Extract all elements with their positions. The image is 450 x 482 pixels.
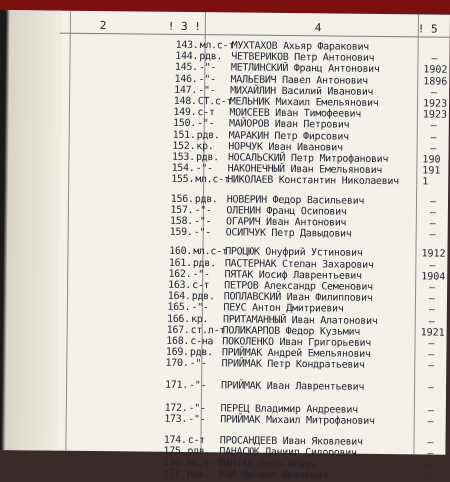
record-number: 143.	[175, 39, 199, 52]
column-header-5: ! 5	[417, 22, 438, 36]
record-dash: –	[429, 282, 436, 294]
record-dash: –	[431, 87, 438, 99]
record-rank: -"-	[188, 402, 206, 414]
record-name: НОСАЛЬСКИЙ Петр Митрофанович	[227, 152, 389, 166]
record-name: ОЛЕНИН Франц Осипович	[226, 205, 347, 218]
record-number: 144.	[175, 51, 199, 63]
record-number: 177.	[162, 468, 186, 480]
record-dash: –	[427, 460, 434, 472]
record-dash: –	[429, 260, 436, 272]
record-number: 157.	[170, 204, 194, 216]
record-name: ЧЕТВЕРИКОВ Петр Антонович	[231, 51, 375, 65]
record-year: 1912	[421, 248, 446, 261]
record-rank: кр.	[190, 313, 209, 325]
list-item	[165, 379, 364, 392]
record-rank: с-т	[197, 107, 215, 119]
record-name: ПЕРЕЦ Владимир Андреевич	[220, 403, 358, 416]
column-rule	[65, 11, 71, 451]
record-name: ОГАРИЧ Иван Антонович	[225, 216, 347, 229]
record-number: 175.	[163, 446, 187, 458]
record-rank: -"-	[194, 204, 212, 217]
record-dash: –	[427, 448, 434, 460]
record-number: 172.	[164, 402, 188, 414]
record-number: 161.	[168, 257, 192, 269]
record-rank: с-т	[187, 435, 205, 447]
record-year: 1902	[423, 64, 448, 77]
record-number: 150.	[173, 118, 197, 130]
record-dash: –	[429, 196, 437, 208]
record-dash: –	[428, 360, 435, 372]
record-rank: -"-	[195, 163, 213, 175]
record-rank: рдв.	[194, 193, 218, 205]
record-name: НОРЧУК Иван Иванович	[228, 141, 343, 154]
record-rank: -"-	[192, 268, 210, 281]
record-dash: –	[430, 132, 437, 144]
record-name: МАЙОРОВ Иван Петрович	[229, 118, 350, 132]
record-name: ПАНТАК Петр Ильич	[218, 457, 317, 470]
record-rank: мл.с-т	[195, 174, 230, 186]
record-rank: -"-	[193, 216, 212, 228]
record-number: 163.	[168, 279, 192, 292]
record-number: 167.	[166, 324, 190, 336]
record-rank: -"-	[189, 379, 207, 391]
record-rank: -"-	[193, 227, 211, 239]
record-rank: рдв.	[191, 291, 215, 303]
record-rank: -"-	[198, 84, 216, 97]
record-rank: СТ.с-т	[197, 96, 233, 108]
record-number: 146.	[174, 73, 198, 85]
list-item	[165, 358, 364, 371]
record-year: 1923	[422, 98, 448, 110]
list-item	[171, 174, 399, 187]
record-dash: –	[427, 416, 434, 428]
record-number: 147.	[174, 84, 198, 96]
record-number: 173.	[164, 413, 188, 425]
column-header-4: 4	[314, 21, 322, 35]
record-dash: –	[427, 437, 434, 449]
record-year: 1	[422, 176, 429, 188]
record-dash: –	[431, 53, 438, 65]
record-number: 155.	[171, 174, 195, 186]
record-name: ПОЛИКАРПОВ Федор Кузьмич	[222, 325, 361, 338]
record-rank: рдв.	[192, 257, 216, 269]
ledger-page	[0, 10, 450, 482]
record-rank: рдв.	[189, 347, 213, 359]
record-rank: -"-	[198, 73, 216, 85]
record-name: ПАНАСЮК Даниил Сидорович	[219, 446, 357, 460]
record-rank: рдв.	[199, 51, 223, 63]
record-rank: -"-	[188, 413, 206, 426]
record-number: 174.	[163, 434, 187, 447]
record-rank: рдв.	[187, 446, 211, 458]
record-rank: -"-	[197, 118, 215, 130]
header-rule	[60, 33, 450, 38]
record-rank: ст.л-т	[190, 324, 226, 337]
record-name: ПРИЙМАК Андрей Емельянович	[221, 347, 371, 361]
record-number: 170.	[165, 358, 189, 370]
record-name: ОСИПЧУК Петр Давыдович	[225, 227, 352, 240]
record-name: ПРИЙМАК Михаил Митрофанович	[220, 414, 375, 427]
record-number: 151.	[172, 129, 196, 141]
record-number: 154.	[171, 162, 195, 175]
record-name: МАРАКИН Петр Фирсович	[228, 129, 349, 143]
record-dash: –	[430, 120, 437, 132]
list-item	[164, 414, 375, 427]
record-dash: –	[428, 316, 435, 328]
record-name: ПЕТРОВ Александр Семенович	[224, 280, 373, 293]
record-rank: рдв.	[186, 468, 210, 481]
record-rank: -"-	[198, 62, 217, 74]
record-name: ПАСТЕРНАК Степан Захарович	[224, 257, 374, 271]
list-item	[163, 469, 328, 482]
record-number: 176.	[162, 457, 186, 469]
record-name: МОИСЕЕВ Иван Тимофеевич	[229, 107, 362, 120]
record-name: ПРИТАМАННЫЙ Иван Алатонович	[222, 313, 378, 327]
record-name: МЕЛЬНИК Михаил Емельянович	[229, 96, 379, 109]
record-rank: мл.с-т	[199, 40, 235, 52]
record-year: 191	[422, 165, 441, 177]
record-rank: рдв.	[196, 129, 220, 141]
record-number: 162.	[168, 268, 192, 280]
record-rank: -"-	[191, 302, 209, 314]
record-number: 160.	[169, 246, 193, 258]
record-number: 169.	[165, 346, 189, 359]
record-number: 148.	[173, 95, 197, 108]
record-year: 1896	[423, 76, 448, 88]
record-dash: –	[428, 349, 435, 361]
record-number: 152.	[172, 140, 196, 152]
record-number: 171.	[165, 379, 189, 391]
record-number: 149.	[173, 107, 197, 119]
record-number: 159.	[169, 226, 193, 239]
record-rank: мл.с-т	[186, 457, 222, 469]
record-dash: –	[427, 405, 434, 417]
record-name: МУХТАХОВ Ахьяр Фаракович	[231, 40, 369, 53]
record-rank: -"-	[189, 358, 207, 370]
record-name: НОВЕРИН Федор Васильевич	[226, 193, 365, 207]
record-number: 158.	[169, 215, 193, 228]
record-name: ПОКОЛЕНКО Иван Григорьевич	[222, 336, 372, 349]
record-rank: с-на	[190, 336, 214, 348]
record-name: ПЕУС Антон Дмитриевич	[223, 302, 344, 316]
record-name: РАК Михаил Иванович	[218, 469, 328, 482]
record-dash: –	[427, 471, 434, 482]
record-number: 165.	[167, 302, 191, 314]
record-name: МЕТЛИНСКИЙ Франц Антонович	[230, 62, 380, 76]
record-number: 166.	[166, 313, 190, 325]
record-number: 156.	[170, 193, 194, 205]
record-name: ПРИЙМАК Иван Лаврентьевич	[221, 379, 365, 393]
book-binding	[0, 10, 62, 451]
record-rank: кр.	[196, 140, 214, 153]
column-header-3: ! 3 !	[167, 19, 202, 34]
record-number: 168.	[166, 335, 190, 347]
record-number: 164.	[167, 290, 191, 303]
record-rank: рдв.	[195, 152, 219, 164]
record-name: ПРОЦЮК Онуфрий Устинович	[225, 246, 363, 260]
record-year: 1921	[420, 327, 445, 339]
record-dash: –	[429, 229, 436, 241]
record-name: НАКОНЕЧНЫЙ Иван Емельянович	[227, 163, 383, 177]
record-name: ПРОСАНДЕЕВ Иван Яковлевич	[219, 435, 363, 449]
record-rank: с-т	[192, 280, 210, 292]
record-name: МИХАЙЛИН Василий Иванович	[230, 85, 374, 98]
record-number: 153.	[171, 151, 195, 164]
column-rule	[413, 14, 419, 454]
record-dash: –	[428, 304, 435, 316]
record-name: ПОПЛАВСКИЙ Иван Филиппович	[223, 291, 373, 305]
record-dash: –	[429, 218, 436, 230]
record-name: НИКОЛАЕВ Константин Николаевич	[227, 174, 399, 188]
record-year: 190	[422, 154, 441, 166]
record-year: 1904	[421, 271, 446, 283]
list-item	[170, 227, 352, 240]
record-dash: –	[428, 293, 436, 305]
record-rank: мл.с-т	[193, 246, 228, 258]
record-year: 1923	[422, 109, 448, 121]
column-header-2: 2	[99, 19, 107, 33]
record-name: МАЛЬЕВИЧ Павел Антонович	[230, 74, 368, 87]
record-name: ПРИЙМАК Петр Кондратьевич	[221, 358, 365, 372]
record-dash: –	[430, 143, 437, 155]
record-number: 145.	[174, 62, 198, 74]
record-name: ПЯТАК Иосиф Лаврентьевич	[224, 269, 362, 282]
record-dash: –	[429, 207, 436, 219]
record-dash: –	[428, 382, 435, 394]
record-dash: –	[428, 338, 435, 350]
